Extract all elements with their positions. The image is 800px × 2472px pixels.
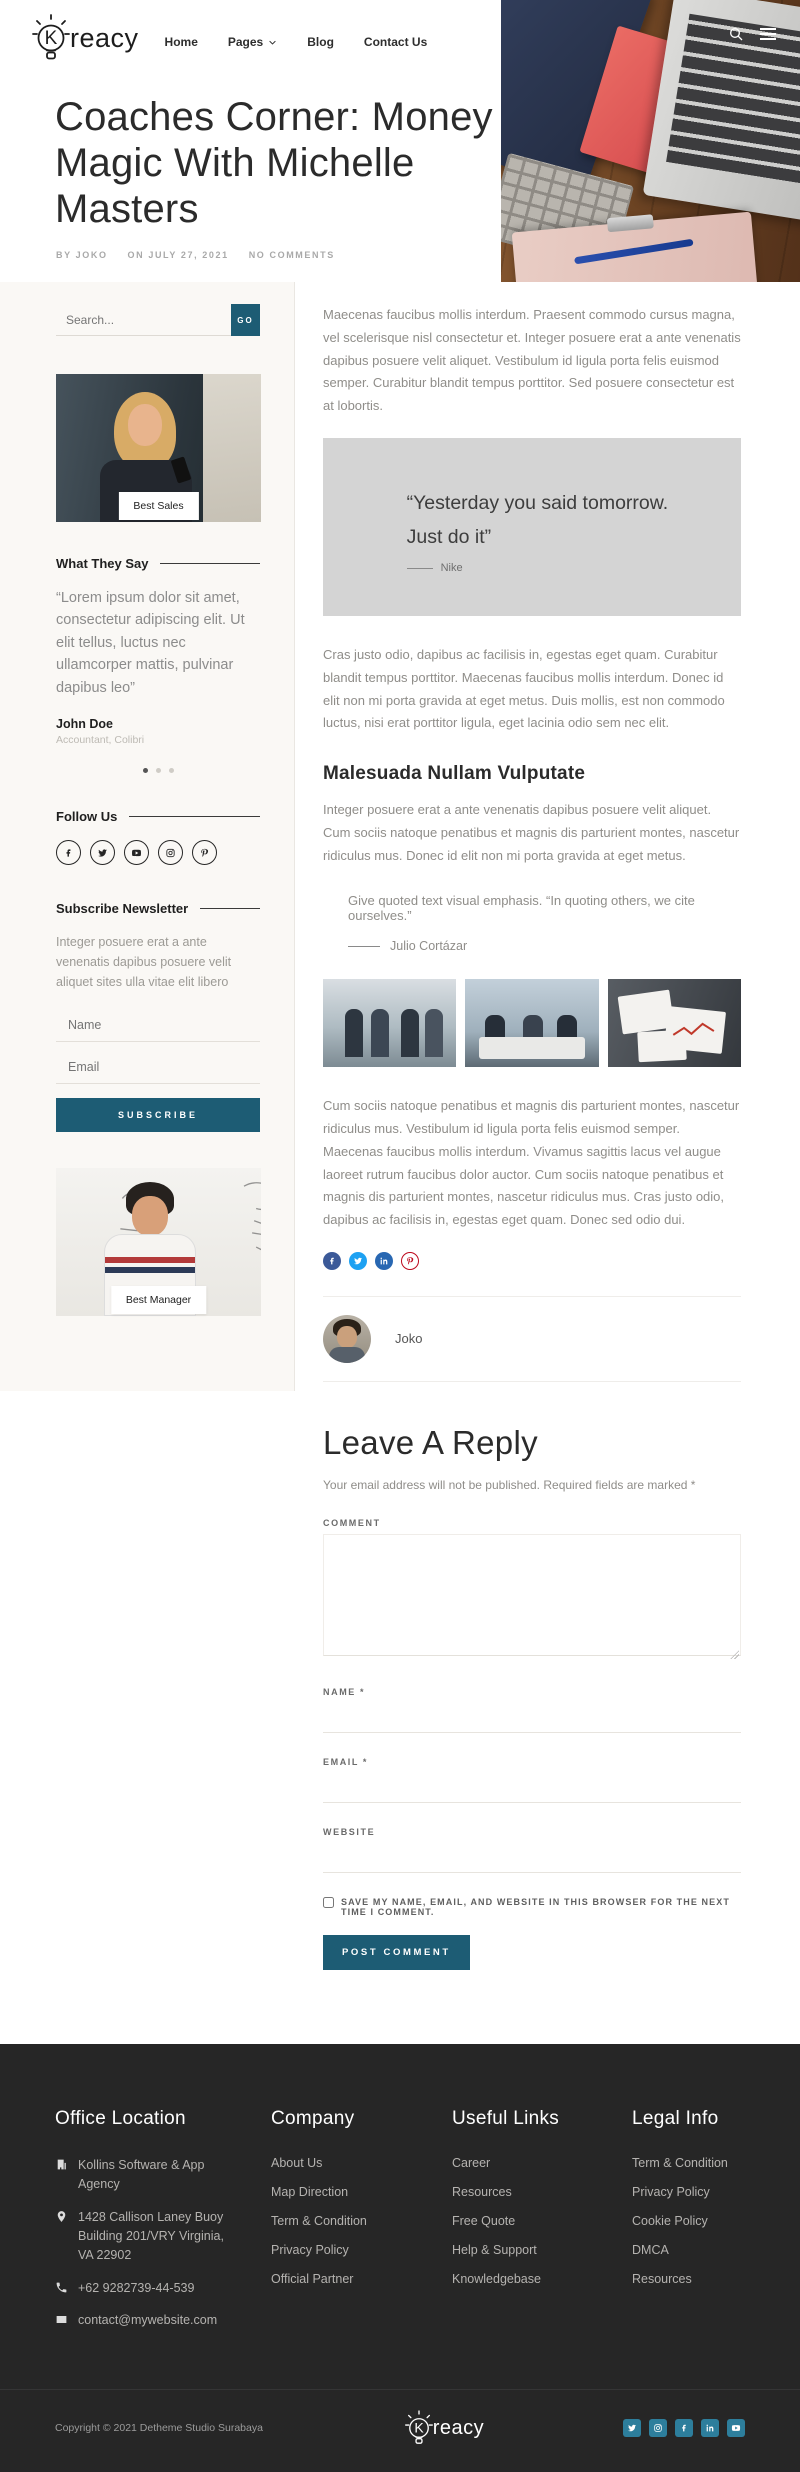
testimonial-quote: “Lorem ipsum dolor sit amet, consectetur adipiscing elit. Ut elit tellus, luctus nec ullamcorper mattis, pulvinar dapibus leo” — [56, 590, 245, 696]
post-meta — [56, 250, 800, 260]
instagram-icon[interactable] — [158, 840, 183, 865]
footer-columns — [0, 2108, 800, 2344]
quote-box — [323, 438, 741, 616]
footer-legal-column — [632, 2108, 745, 2344]
newsletter-email-input[interactable] — [56, 1050, 260, 1084]
sidebar — [0, 282, 295, 1391]
chevron-down-icon — [268, 38, 277, 47]
footer-office-column — [55, 2108, 271, 2344]
reply-note: Your email address will not be published. Required fields are marked * — [323, 1477, 696, 1492]
search-widget — [56, 304, 260, 336]
author-avatar[interactable] — [323, 1315, 371, 1363]
footer-link-cookie-policy[interactable]: Cookie Policy — [632, 2213, 708, 2228]
meta-author[interactable]: BY JOKO — [56, 250, 108, 260]
pullquote-text: Give quoted text visual emphasis. “In quoting others, we cite ourselves.” — [348, 893, 695, 924]
best-manager-label: Best Manager — [111, 1286, 206, 1314]
footer-address-item: 1428 Callison Laney Buoy Building 201/VRY Virginia, VA 22902 — [55, 2208, 240, 2266]
comment-textarea[interactable] — [323, 1534, 741, 1656]
footer-company-title: Company — [271, 2107, 355, 2129]
comment-field-wrap — [323, 1534, 741, 1661]
best-manager-card[interactable] — [56, 1168, 261, 1316]
meta-comments[interactable]: NO COMMENTS — [248, 250, 335, 260]
post-comment-button[interactable]: POST COMMENT — [323, 1935, 470, 1970]
newsletter-name-input[interactable] — [56, 1008, 260, 1042]
article-image-meeting-table — [465, 979, 598, 1067]
article-image-meeting-standing — [323, 979, 456, 1067]
quote-cite: Nike — [407, 562, 683, 574]
twitter-icon[interactable] — [623, 2419, 641, 2437]
best-sales-label: Best Sales — [118, 492, 198, 520]
copyright-text: Copyright © 2021 Detheme Studio Surabaya — [55, 2422, 263, 2435]
footer-legal-title: Legal Info — [632, 2107, 719, 2129]
search-input[interactable] — [56, 304, 231, 336]
pullquote-cite: Julio Cortázar — [348, 939, 741, 953]
footer-link-career[interactable]: Career — [452, 2155, 491, 2170]
newsletter-text: Integer posuere erat a ante venenatis dapibus posuere velit aliquet sites ulla vitae elit libero — [56, 935, 232, 990]
main-layout — [0, 282, 800, 2044]
testimonial-name: John Doe — [56, 717, 113, 732]
footer-link-help-support[interactable]: Help & Support — [452, 2242, 537, 2257]
footer-social-icons — [623, 2419, 745, 2437]
article-image-documents — [608, 979, 741, 1067]
footer — [0, 2044, 800, 2472]
share-facebook-icon[interactable] — [323, 1252, 341, 1270]
nav-item-home[interactable]: Home — [164, 35, 198, 49]
search-go-button[interactable]: GO — [231, 304, 260, 336]
carousel-dot-1[interactable] — [143, 768, 148, 773]
nav-item-pages[interactable]: Pages — [228, 35, 277, 49]
article-subheading: Malesuada Nullam Vulputate — [323, 763, 586, 784]
map-pin-icon — [55, 2210, 68, 2223]
facebook-icon[interactable] — [675, 2419, 693, 2437]
reply-title: Leave A Reply — [323, 1423, 538, 1461]
footer-useful-title: Useful Links — [452, 2107, 560, 2129]
paragraph-3: Integer posuere erat a ante venenatis dapibus posuere velit aliquet. Cum sociis natoque penatibus et magnis dis parturient montes, nascetur ridiculus mus. Donec id elit non mi porta gravida at eget metus. — [323, 802, 740, 863]
footer-office-title: Office Location — [55, 2107, 186, 2129]
paragraph-1: Maecenas faucibus mollis interdum. Praesent commodo cursus magna, vel scelerisque nisl consectetur et. Integer posuere erat a ante venenatis dapibus posuere velit aliquet. Vestibulum id ligula porta felis euismod semper. Curabitur blandit tempus porttitor. Sed posuere consectetur est at lobortis. — [323, 307, 741, 413]
footer-link-term-condition[interactable]: Term & Condition — [271, 2213, 367, 2228]
testimonial-heading: What They Say — [56, 556, 260, 571]
page-title: Coaches Corner: Money Magic With Michelle Masters — [55, 95, 493, 231]
article-content — [295, 282, 800, 2044]
pullquote — [323, 893, 741, 953]
nav-item-blog[interactable]: Blog — [307, 35, 334, 49]
logo[interactable] — [28, 12, 139, 64]
save-info-checkbox[interactable] — [323, 1897, 334, 1908]
website-field[interactable] — [323, 1843, 741, 1873]
footer-link-privacy-policy-2[interactable]: Privacy Policy — [632, 2184, 710, 2199]
lightbulb-logo-icon — [402, 2408, 436, 2448]
search-icon[interactable] — [728, 26, 744, 42]
meta-date: ON JULY 27, 2021 — [127, 250, 229, 260]
footer-link-resources-2[interactable]: Resources — [632, 2271, 692, 2286]
follow-heading: Follow Us — [56, 809, 260, 824]
youtube-icon[interactable] — [124, 840, 149, 865]
newsletter-widget — [56, 901, 260, 1132]
footer-link-map-direction[interactable]: Map Direction — [271, 2184, 349, 2199]
article-image-row — [323, 979, 741, 1067]
site-header — [0, 0, 800, 282]
instagram-icon[interactable] — [649, 2419, 667, 2437]
photo-clipboard-clip — [607, 214, 654, 232]
save-info-label: SAVE MY NAME, EMAIL, AND WEBSITE IN THIS BROWSER FOR THE NEXT TIME I COMMENT. — [341, 1896, 730, 1917]
author-name[interactable]: Joko — [395, 1331, 423, 1347]
share-linkedin-icon[interactable] — [375, 1252, 393, 1270]
mail-icon — [55, 2313, 68, 2326]
follow-icons — [56, 840, 260, 865]
subscribe-button[interactable]: SUBSCRIBE — [56, 1098, 260, 1132]
quote-line-1: “Yesterday you said tomorrow. — [406, 491, 669, 514]
twitter-icon[interactable] — [90, 840, 115, 865]
footer-link-about-us[interactable]: About Us — [271, 2155, 323, 2170]
image-figure-face — [132, 1196, 168, 1236]
author-box — [323, 1296, 741, 1382]
facebook-icon[interactable] — [56, 840, 81, 865]
footer-link-free-quote[interactable]: Free Quote — [452, 2213, 516, 2228]
footer-logo[interactable] — [402, 2408, 484, 2448]
paragraph-4: Cum sociis natoque penatibus et magnis dis parturient montes, nascetur ridiculus mus. Vestibulum id ligula porta felis euismod semper. Maecenas faucibus mollis interdum. Vivamus sagittis lacus vel augue laoreet rutrum faucibus dolor auctor. Cum sociis natoque penatibus et magnis dis parturient montes, nascetur ridiculus mus. Cras justo odio, dapibus ac facilisis in, egestas eget quam. Donec sed odio dui. — [323, 1098, 740, 1227]
carousel-dots — [56, 768, 260, 773]
footer-phone-item[interactable]: +62 9282739-44-539 — [55, 2279, 240, 2298]
footer-link-knowledgebase[interactable]: Knowledgebase — [452, 2271, 541, 2286]
name-field[interactable] — [323, 1703, 741, 1733]
follow-widget — [56, 809, 260, 865]
building-icon — [55, 2158, 68, 2171]
menu-icon[interactable] — [760, 26, 776, 42]
footer-useful-links-column — [452, 2108, 632, 2344]
phone-icon — [55, 2281, 68, 2294]
name-label: NAME * — [323, 1686, 366, 1697]
footer-link-term-condition-2[interactable]: Term & Condition — [632, 2155, 728, 2170]
comment-label: COMMENT — [323, 1517, 381, 1528]
footer-link-dmca[interactable]: DMCA — [632, 2242, 669, 2257]
header-actions — [728, 26, 776, 42]
best-sales-card[interactable] — [56, 374, 261, 522]
image-figure-face — [128, 404, 162, 446]
save-info-row — [323, 1897, 741, 1917]
paragraph-2: Cras justo odio, dapibus ac facilisis in, egestas eget quam. Curabitur blandit tempus porttitor. Maecenas faucibus mollis interdum. Donec id elit non mi porta gravida at eget metus. Duis mollis, est non commodo luctus, nisi erat porttitor ligula, eget lacinia odio sem nec elit. — [323, 647, 725, 731]
carousel-dot-2[interactable] — [156, 768, 161, 773]
footer-link-privacy-policy[interactable]: Privacy Policy — [271, 2242, 349, 2257]
share-twitter-icon[interactable] — [349, 1252, 367, 1270]
quote-line-2: Just do it” — [406, 525, 492, 548]
cite-dash — [407, 568, 433, 569]
pinterest-icon[interactable] — [192, 840, 217, 865]
nav-item-contact[interactable]: Contact Us — [363, 35, 428, 49]
youtube-icon[interactable] — [727, 2419, 745, 2437]
testimonial-widget — [56, 556, 260, 773]
image-window — [203, 374, 261, 522]
footer-email-item[interactable]: contact@mywebsite.com — [55, 2311, 240, 2330]
email-field[interactable] — [323, 1773, 741, 1803]
footer-logo-text: reacy — [432, 2416, 485, 2439]
footer-company-column — [271, 2108, 452, 2344]
footer-bottom-bar — [0, 2389, 800, 2472]
linkedin-icon[interactable] — [701, 2419, 719, 2437]
topbar — [0, 0, 800, 64]
testimonial-role: Accountant, Colibri — [56, 734, 145, 747]
carousel-dot-3[interactable] — [169, 768, 174, 773]
logo-text: reacy — [70, 22, 139, 53]
share-pinterest-icon[interactable] — [401, 1252, 419, 1270]
footer-link-official-partner[interactable]: Official Partner — [271, 2271, 354, 2286]
website-label: WEBSITE — [323, 1826, 376, 1837]
email-label: EMAIL * — [323, 1756, 369, 1767]
footer-link-resources[interactable]: Resources — [452, 2184, 512, 2199]
footer-agency-item: Kollins Software & App Agency — [55, 2156, 240, 2195]
lightbulb-logo-icon — [28, 12, 74, 64]
share-row — [323, 1252, 741, 1270]
main-nav — [165, 35, 428, 49]
newsletter-heading: Subscribe Newsletter — [56, 901, 260, 916]
cite-dash — [348, 946, 380, 947]
